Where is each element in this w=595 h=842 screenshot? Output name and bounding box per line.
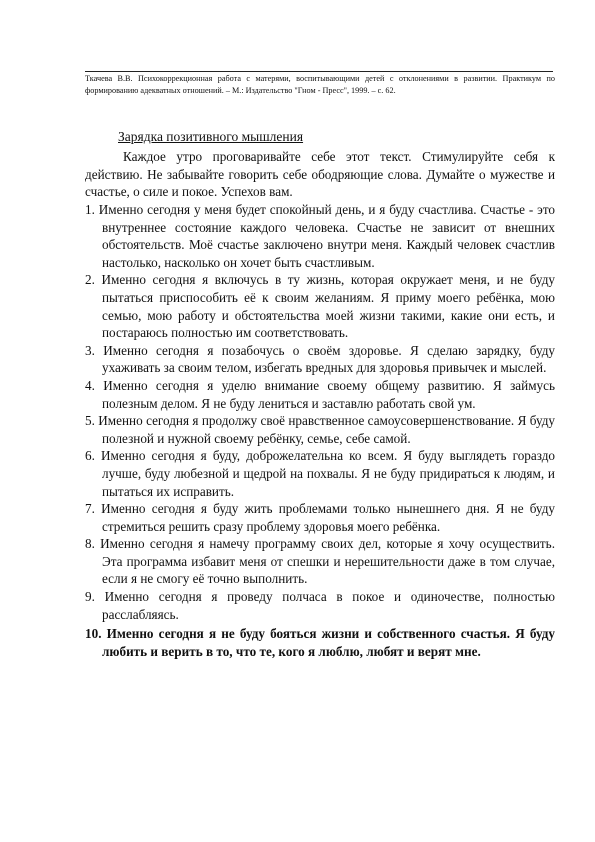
item-text: Именно сегодня я буду, доброжелательна ко всем. Я буду выглядеть гораздо лучше, буду любезной и щедрой на похвалы. Я не буду придираться к людям, и пытаться их исправить. <box>101 448 556 499</box>
item-text: Именно сегодня я включусь в ту жизнь, которая окружает меня, и не буду пытаться приспособить её к своим желаниям. Я приму моего ребёнка, мою семью, мою работу и обстоятельства моей жизни такими, какие они есть, и постараюсь полностью им соответствовать. <box>101 272 556 341</box>
item-number: 1. <box>85 202 95 217</box>
item-text: Именно сегодня я уделю внимание своему общему развитию. Я займусь полезным делом. Я не буду лениться и заставлю работать свой ум. <box>102 377 556 411</box>
reference-rule <box>85 71 553 72</box>
item-number: 8. <box>85 536 95 552</box>
document-heading: Зарядка позитивного мышления <box>118 129 304 144</box>
item-text: Именно сегодня я проведу полчаса в покое и одиночестве, полностью расслабляясь. <box>102 589 555 622</box>
item-number: 7. <box>85 501 95 517</box>
item-text: Именно сегодня я намечу программу своих дел, которые я хочу осуществить. Эта программа избавит меня от спешки и нерешительности даже в том случае, если я не смогу её точно выполнить. <box>100 536 555 587</box>
list-item <box>85 342 555 377</box>
list-item <box>85 377 555 412</box>
item-number: 2. <box>85 272 95 288</box>
item-number: 6. <box>85 448 95 464</box>
item-text: Именно сегодня я буду жить проблемами только нынешнего дня. Я не буду стремиться решить сразу проблему здоровья моего ребёнка. <box>101 501 556 534</box>
item-text: Именно сегодня я позабочусь о своём здоровье. Я сделаю зарядку, буду ухаживать за своим телом, избегать вредных для здоровья привычек и мыслей. <box>102 342 556 376</box>
item-text: Именно сегодня я не буду бояться жизни и собственного счастья. Я буду любить и верить в то, что те, кого я люблю, любят и верят мне. <box>102 626 556 659</box>
item-number: 5. <box>85 413 95 429</box>
list-item-final <box>85 625 555 660</box>
list-item <box>85 201 555 271</box>
affirmation-list <box>85 201 555 660</box>
list-item <box>85 271 555 341</box>
item-text: Именно сегодня я продолжу своё нравственное самоусовершенствование. Я буду полезной и нужной своему ребёнку, семье, себе самой. <box>98 413 556 446</box>
item-text: Именно сегодня у меня будет спокойный день, и я буду счастлива. Счастье - это внутреннее состояние каждого человека. Счастье не зависит от внешних обстоятельств. Моё счастье заключено внутри меня. Каждый человек счастлив настолько, насколько он хочет быть счастливым. <box>98 202 555 270</box>
bibliographic-reference: Ткачева В.В. Психокоррекционная работа с матерями, воспитывающими детей с отклонениями в развитии. Практикум по формированию адекватных отношений. – М.: Издательство "Гном - Пресс", 1999. – с. 62. <box>85 74 555 95</box>
intro-paragraph: Каждое утро проговаривайте себе этот текст. Стимулируйте себя к действию. Не забывайте говорить себе ободряющие слова. Думайте о мужестве и счастье, о силе и покое. Успехов вам. <box>85 149 555 200</box>
list-item <box>85 535 555 588</box>
item-number: 10. <box>85 626 102 642</box>
item-number: 3. <box>85 342 95 358</box>
item-number: 9. <box>85 589 95 605</box>
list-item <box>85 588 555 623</box>
item-number: 4. <box>85 377 95 393</box>
list-item <box>85 412 555 447</box>
list-item <box>85 447 555 500</box>
list-item <box>85 500 555 535</box>
